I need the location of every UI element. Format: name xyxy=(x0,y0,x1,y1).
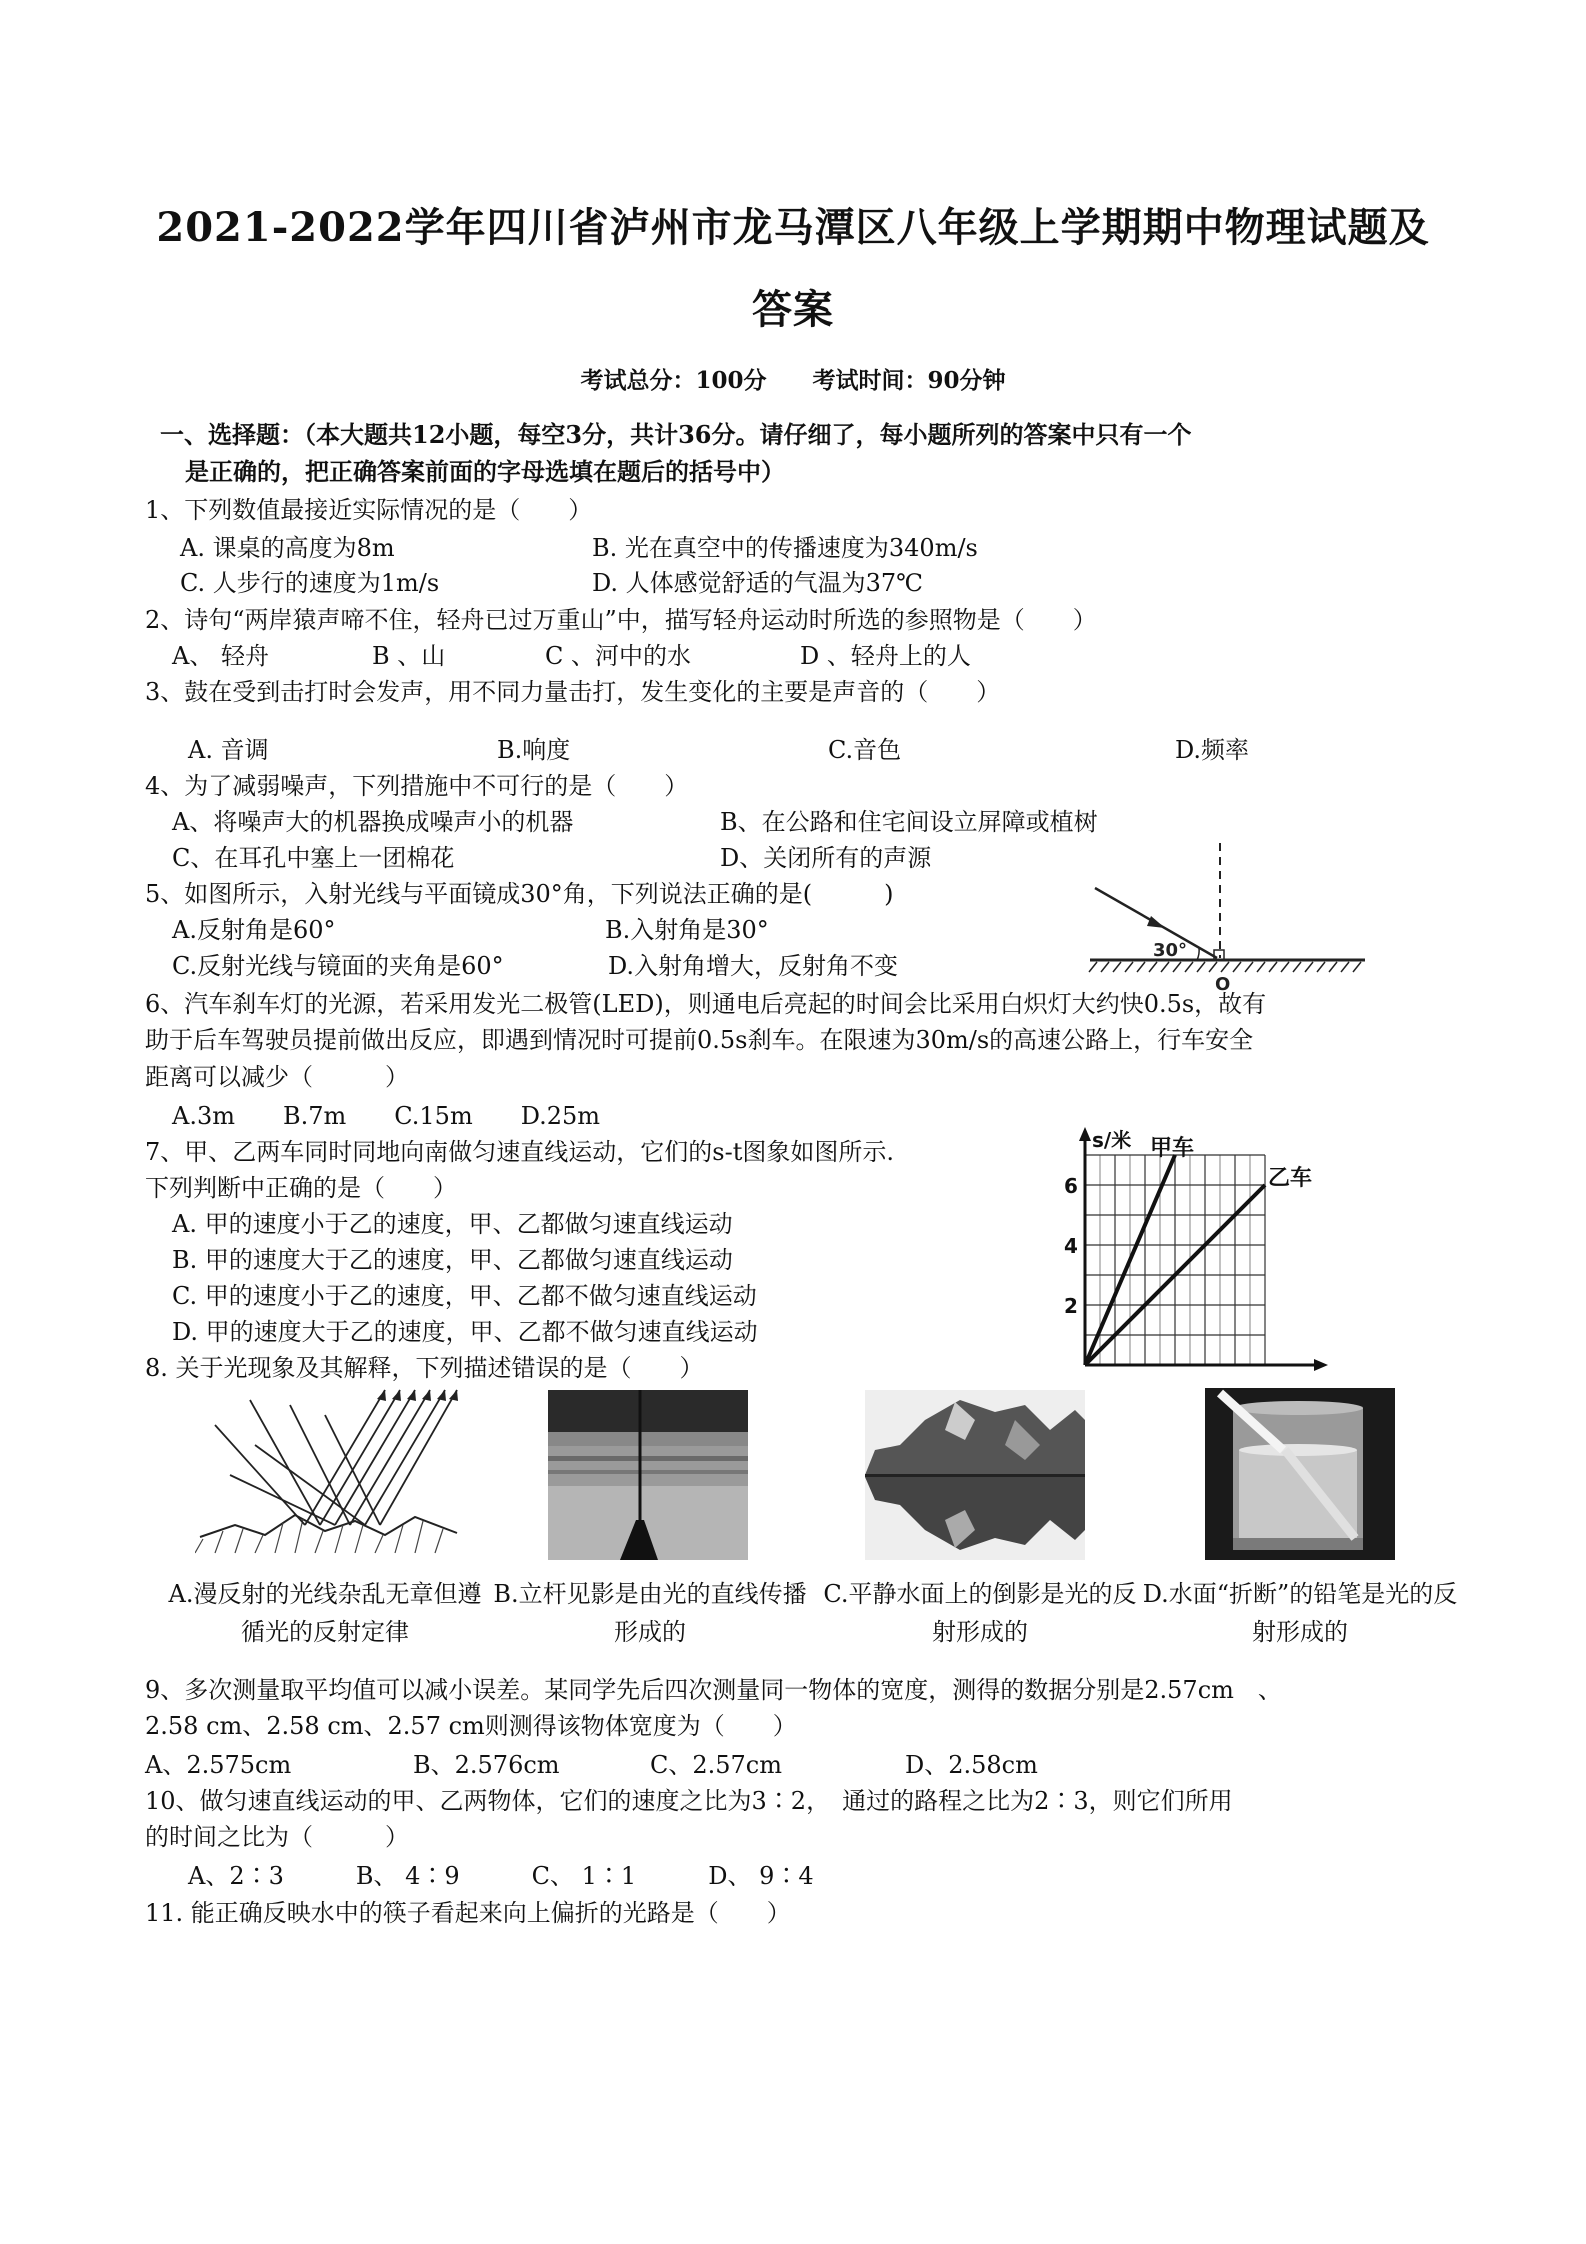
q9-line2: 2.58 cm、2.58 cm、2.57 cm则测得该物体宽度为（ ） xyxy=(145,1712,797,1740)
page-title-line2: 答案 xyxy=(752,286,834,333)
q1-option-d: D. 人体感觉舒适的气温为37℃ xyxy=(592,569,924,597)
page-title-line1: 2021-2022学年四川省泸州市龙马潭区八年级上学期期中物理试题及 xyxy=(156,204,1430,251)
graph-tick-4: 4 xyxy=(1064,1234,1078,1258)
q4-option-b: B、在公路和住宅间设立屏障或植树 xyxy=(720,808,1098,836)
q8-stem: 8. 关于光现象及其解释，下列描述错误的是（ ） xyxy=(145,1354,704,1382)
st-graph xyxy=(1050,1125,1380,1385)
mirror-diagram xyxy=(1085,838,1375,998)
q9-option-b: B、2.576cm xyxy=(413,1751,560,1779)
q5-option-d: D.入射角增大，反射角不变 xyxy=(608,952,899,980)
q6-line1: 6、汽车刹车灯的光源，若采用发光二极管(LED)，则通电后亮起的时间会比采用白炽灯大约快0.5s，故有 xyxy=(145,990,1267,1018)
q7-option-c: C. 甲的速度小于乙的速度，甲、乙都不做匀速直线运动 xyxy=(172,1282,757,1310)
q10-options: A、2∶3 B、 4∶9 C、 1∶1 D、 9∶4 xyxy=(188,1862,814,1890)
q3-option-a: A. 音调 xyxy=(188,736,269,764)
q8-caption-d: D.水面“折断”的铅笔是光的反射形成的 xyxy=(1142,1580,1458,1646)
graph-tick-6: 6 xyxy=(1064,1174,1078,1198)
q6-line2: 助于后车驾驶员提前做出反应，即遇到情况时可提前0.5s刹车。在限速为30m/s的高速公路上，行车安全 xyxy=(145,1026,1254,1054)
graph-line-yi: 乙车 xyxy=(1268,1166,1313,1191)
q4-option-a: A、将噪声大的机器换成噪声小的机器 xyxy=(172,808,574,836)
q8-caption-c: C.平静水面上的倒影是光的反射形成的 xyxy=(823,1580,1137,1646)
q1-stem: 1、下列数值最接近实际情况的是（ ） xyxy=(145,496,593,524)
q3-option-d: D.频率 xyxy=(1175,736,1250,764)
q9-option-c: C、2.57cm xyxy=(650,1751,782,1779)
graph-y-label: s/米 xyxy=(1092,1128,1132,1152)
q9-option-a: A、2.575cm xyxy=(145,1751,292,1779)
q7-option-b: B. 甲的速度大于乙的速度，甲、乙都做匀速直线运动 xyxy=(172,1246,733,1274)
q7-line2: 下列判断中正确的是（ ） xyxy=(145,1174,457,1202)
q8-caption-a: A.漫反射的光线杂乱无章但遵循光的反射定律 xyxy=(168,1580,482,1646)
q1-option-c: C. 人步行的速度为1m/s xyxy=(180,569,440,597)
q2-option-b: B 、山 xyxy=(372,642,446,670)
q3-option-c: C.音色 xyxy=(828,736,902,764)
q9-line1: 9、多次测量取平均值可以减小误差。某同学先后四次测量同一物体的宽度，测得的数据分别是2.57cm 、 xyxy=(145,1676,1282,1704)
q4-stem: 4、为了减弱噪声，下列措施中不可行的是（ ） xyxy=(145,772,689,800)
pole-shadow-image xyxy=(548,1390,748,1560)
diffuse-reflection-image xyxy=(195,1385,465,1560)
q1-option-a: A. 课桌的高度为8m xyxy=(180,534,395,562)
q11-stem: 11. 能正确反映水中的筷子看起来向上偏折的光路是（ ） xyxy=(145,1899,791,1927)
exam-meta: 考试总分：100分 考试时间：90分钟 xyxy=(580,367,1006,394)
q10-line1: 10、做匀速直线运动的甲、乙两物体，它们的速度之比为3∶2， 通过的路程之比为2∶3，则它们所用 xyxy=(145,1787,1233,1815)
q2-option-d: D 、轻舟上的人 xyxy=(800,642,971,670)
q9-option-d: D、2.58cm xyxy=(905,1751,1038,1779)
q10-line2: 的时间之比为（ ） xyxy=(145,1823,409,1851)
q5-stem: 5、如图所示，入射光线与平面镜成30°角，下列说法正确的是( ) xyxy=(145,880,894,908)
mirror-angle-label: 30° xyxy=(1153,940,1188,961)
q4-option-c: C、在耳孔中塞上一团棉花 xyxy=(172,844,455,872)
q8-caption-b: B.立杆见影是由光的直线传播形成的 xyxy=(493,1580,807,1646)
pencil-water-image xyxy=(1205,1388,1395,1560)
q4-option-d: D、关闭所有的声源 xyxy=(720,844,932,872)
section-heading-line1: 一、选择题：（本大题共12小题，每空3分，共计36分。请仔细了，每小题所列的答案中只有一个 xyxy=(160,420,1192,449)
q5-option-a: A.反射角是60° xyxy=(172,916,336,944)
q5-option-c: C.反射光线与镜面的夹角是60° xyxy=(172,952,504,980)
q6-options: A.3m B.7m C.15m D.25m xyxy=(172,1102,601,1130)
q2-stem: 2、诗句“两岸猿声啼不住，轻舟已过万重山”中，描写轻舟运动时所选的参照物是（ ） xyxy=(145,606,1097,634)
q2-option-c: C 、河中的水 xyxy=(545,642,691,670)
mirror-point-label: O xyxy=(1215,974,1231,995)
water-reflection-image xyxy=(865,1390,1085,1560)
q2-option-a: A、 轻舟 xyxy=(172,642,269,670)
q7-line1: 7、甲、乙两车同时同地向南做匀速直线运动，它们的s-t图象如图所示. xyxy=(145,1138,894,1166)
graph-line-jia: 甲车 xyxy=(1150,1136,1195,1161)
q5-option-b: B.入射角是30° xyxy=(605,916,769,944)
q7-option-d: D. 甲的速度大于乙的速度，甲、乙都不做匀速直线运动 xyxy=(172,1318,758,1346)
q7-option-a: A. 甲的速度小于乙的速度，甲、乙都做匀速直线运动 xyxy=(172,1210,733,1238)
q1-option-b: B. 光在真空中的传播速度为340m/s xyxy=(592,534,978,562)
q3-option-b: B.响度 xyxy=(497,736,571,764)
q6-line3: 距离可以减少（ ） xyxy=(145,1063,409,1091)
graph-tick-2: 2 xyxy=(1064,1294,1078,1318)
q3-stem: 3、鼓在受到击打时会发声，用不同力量击打，发生变化的主要是声音的（ ） xyxy=(145,678,1001,706)
section-heading-line2: 是正确的，把正确答案前面的字母选填在题后的括号中） xyxy=(185,457,785,486)
